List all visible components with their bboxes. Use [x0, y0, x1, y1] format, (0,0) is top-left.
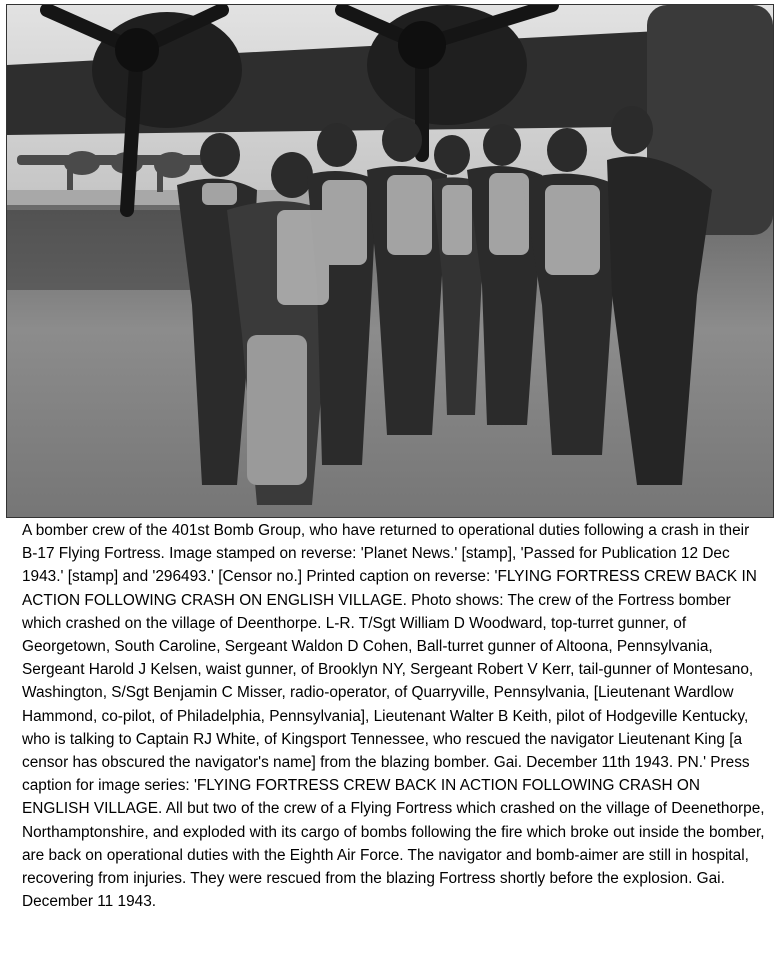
photo-caption: A bomber crew of the 401st Bomb Group, who have returned to operational duties following a crash in their B-17 Flying Fortress. Image stamped on reverse: 'Planet News.' [stamp], 'Passed for Publication 12 Dec 1943.' [stamp] and '296493.' [Censor no.] Printed caption on reverse: 'FLYING FORTRESS CREW BACK IN ACTION FOLLOWING CRASH ON ENGLISH VILLAGE. Photo shows: The crew of the Fortress bomber which crashed on the village of Deenthorpe. L-R. T/Sgt William D Woodward, top-turret gunner, of Georgetown, South Caroline, Sergeant Waldon D Cohen, Ball-turret gunner of Altoona, Pennsylvania, Sergeant Harold J Kelsen, waist gunner, of Brooklyn NY, Sergeant Robert V Kerr, tail-gunner of Montesano, Washington, S/Sgt Benjamin C Misser, radio-operator, of Quarryville, Pennsylvania, [Lieutenant Wardlow Hammond, co-pilot, of Philadelphia, Pennsylvania], Lieutenant Walter B Keith, pilot of Hodgeville Kentucky, who is talking to Captain RJ White, of Kingsport Tennessee, who rescued the navigator Lieutenant King [a censor has obscured the navigator's name] from the blazing bomber. Gai. December 11th 1943. PN.' Press caption for image series: 'FLYING FORTRESS CREW BACK IN ACTION FOLLOWING CRASH ON ENGLISH VILLAGE. All but two of the crew of a Flying Fortress which crashed on the village of Deenethorpe, Northamptonshire, and exploded with its cargo of bombs following the fire which broke out inside the bomber, are back on operational duties with the Eighth Air Force. The navigator and bomb-aimer are still in hospital, recovering from injuries. They were rescued from the blazing Fortress shortly before the explosion. Gai. December 11 1943.: [22, 522, 765, 911]
grass-strip: [7, 210, 207, 290]
photo-illustration: [7, 5, 773, 517]
crew-photograph: [6, 4, 774, 518]
propeller-hub: [398, 21, 446, 69]
propeller-hub: [115, 28, 159, 72]
